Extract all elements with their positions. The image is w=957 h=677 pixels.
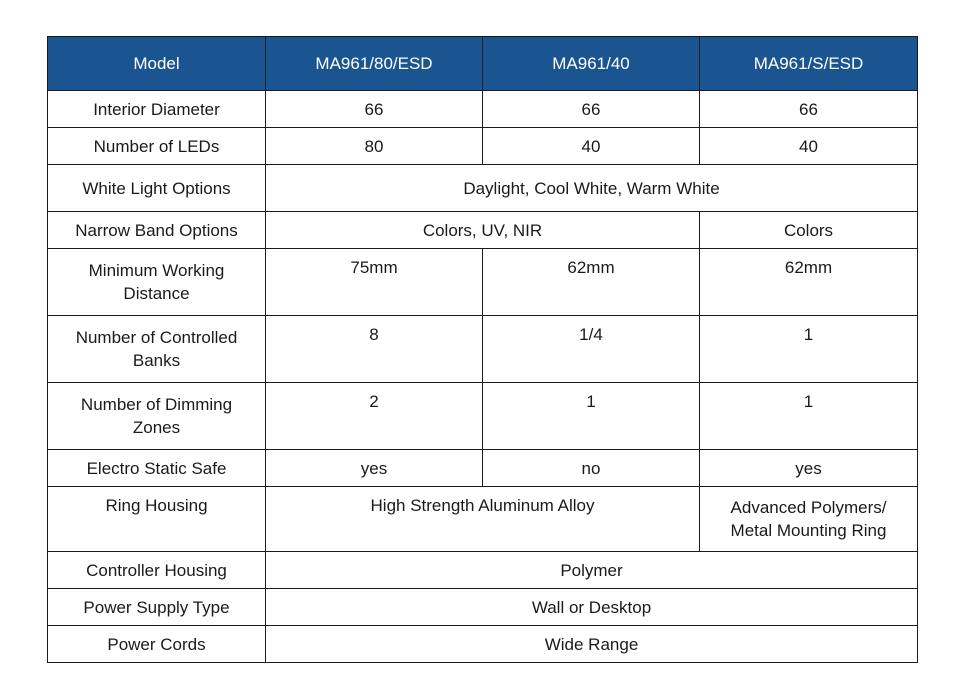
table-row-ring-housing [48,487,918,552]
row-label-line-1: Number of Dimming [80,395,233,414]
row-label: Electro Static Safe [48,450,266,487]
table-row-min-working-distance [48,249,918,316]
row-label: Ring Housing [48,487,266,552]
table-row-number-of-leds [48,128,918,165]
table-cell: yes [700,450,918,487]
table-cell-merged: High Strength Aluminum Alloy [266,487,700,552]
table-cell-merged: Polymer [266,552,918,589]
table-cell: 1 [700,383,918,450]
table-cell: no [483,450,700,487]
table-cell: 8 [266,316,483,383]
table-row-power-cords [48,626,918,663]
row-label-line-2: Zones [132,418,181,437]
table-row-controller-housing [48,552,918,589]
spec-table [47,36,918,663]
table-row-controlled-banks [48,316,918,383]
table-cell: 66 [483,91,700,128]
row-label: Power Cords [48,626,266,663]
table-cell: 40 [483,128,700,165]
table-cell: Colors [700,212,918,249]
table-cell: 66 [700,91,918,128]
row-label: White Light Options [48,165,266,212]
cell-line-1: Advanced Polymers/ [730,498,887,517]
table-row-power-supply-type [48,589,918,626]
row-label [48,316,266,383]
header-model-label: Model [48,37,266,91]
header-model-2: MA961/40 [483,37,700,91]
header-row [48,37,918,91]
row-label-line-2: Banks [132,351,181,370]
row-label [48,249,266,316]
table-cell: 40 [700,128,918,165]
row-label: Narrow Band Options [48,212,266,249]
row-label: Interior Diameter [48,91,266,128]
table-cell-merged: Colors, UV, NIR [266,212,700,249]
table-cell-merged: Wide Range [266,626,918,663]
table-cell: 62mm [700,249,918,316]
table-cell: 1 [483,383,700,450]
cell-line-2: Metal Mounting Ring [730,521,887,540]
table-cell: 75mm [266,249,483,316]
table-cell: 80 [266,128,483,165]
table-cell: 66 [266,91,483,128]
row-label-line-2: Distance [123,284,190,303]
table-row-dimming-zones [48,383,918,450]
header-model-1: MA961/80/ESD [266,37,483,91]
table-cell: 1/4 [483,316,700,383]
table-cell [700,487,918,552]
row-label-line-1: Minimum Working [88,261,225,280]
table-cell-merged: Wall or Desktop [266,589,918,626]
table-row-narrow-band-options [48,212,918,249]
table-row-interior-diameter [48,91,918,128]
table-cell: 1 [700,316,918,383]
table-cell: 62mm [483,249,700,316]
header-model-3: MA961/S/ESD [700,37,918,91]
row-label: Power Supply Type [48,589,266,626]
table-row-electro-static-safe [48,450,918,487]
row-label [48,383,266,450]
table-cell: yes [266,450,483,487]
table-cell: 2 [266,383,483,450]
row-label-line-1: Number of Controlled [75,328,238,347]
table-cell-merged: Daylight, Cool White, Warm White [266,165,918,212]
row-label: Number of LEDs [48,128,266,165]
row-label: Controller Housing [48,552,266,589]
table-row-white-light-options [48,165,918,212]
